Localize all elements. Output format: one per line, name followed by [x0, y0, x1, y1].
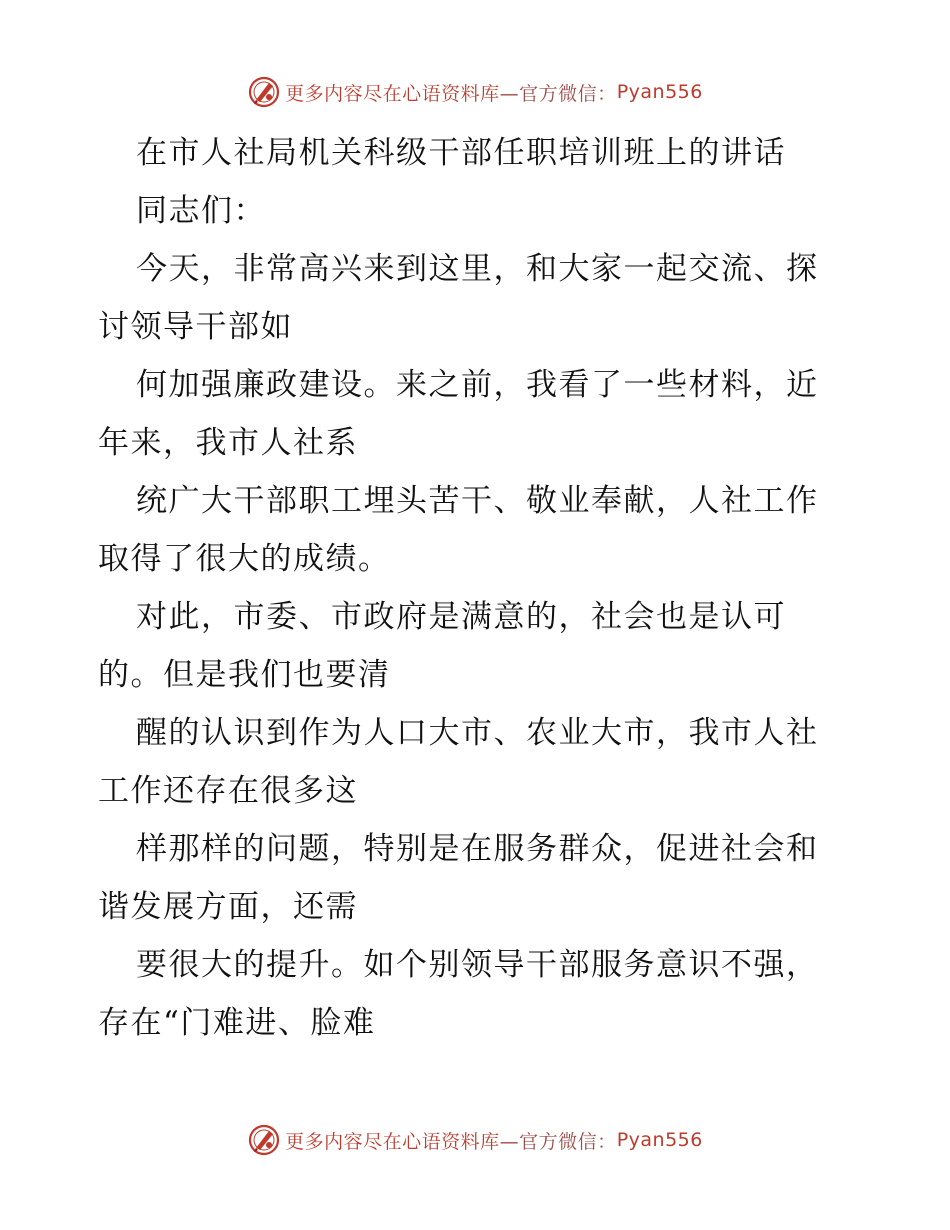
banner-slogan: 更多内容尽在心语资料库	[285, 1130, 500, 1153]
text-line: 年来，我市人社系	[98, 425, 358, 461]
banner-slogan: 更多内容尽在心语资料库	[285, 82, 500, 105]
quill-pen-logo-icon	[247, 1123, 281, 1157]
salutation: 同志们：	[136, 193, 266, 229]
document-body	[98, 124, 858, 1052]
quill-pen-logo-icon	[247, 75, 281, 109]
text-line: 醒的认识到作为人口大市、农业大市，我市人社	[136, 715, 819, 751]
banner-wechat-label: —官方微信：	[499, 1130, 617, 1153]
document-title: 在市人社局机关科级干部任职培训班上的讲话	[136, 135, 786, 171]
text-line: 统广大干部职工埋头苦干、敬业奉献，人社工作	[136, 483, 819, 519]
footer-banner	[0, 1120, 950, 1160]
banner-wechat-id: Pyan556	[616, 1129, 703, 1151]
header-banner	[0, 72, 950, 112]
text-line: 谐发展方面，还需	[98, 889, 358, 925]
text-line: 取得了很大的成绩。	[98, 541, 391, 577]
banner-wechat-label: —官方微信：	[499, 82, 617, 105]
banner-wechat-id: Pyan556	[616, 81, 703, 103]
text-line: 样那样的问题，特别是在服务群众，促进社会和	[136, 831, 819, 867]
text-line: 的。但是我们也要清	[98, 657, 391, 693]
text-line: 对此，市委、市政府是满意的，社会也是认可	[136, 599, 786, 635]
text-line: 要很大的提升。如个别领导干部服务意识不强，	[136, 947, 819, 983]
text-line: 存在“门难进、脸难	[98, 1005, 376, 1041]
text-line: 讨领导干部如	[98, 309, 293, 345]
text-line: 何加强廉政建设。来之前，我看了一些材料，近	[136, 367, 819, 403]
text-line: 工作还存在很多这	[98, 773, 358, 809]
text-line: 今天，非常高兴来到这里，和大家一起交流、探	[136, 251, 819, 287]
